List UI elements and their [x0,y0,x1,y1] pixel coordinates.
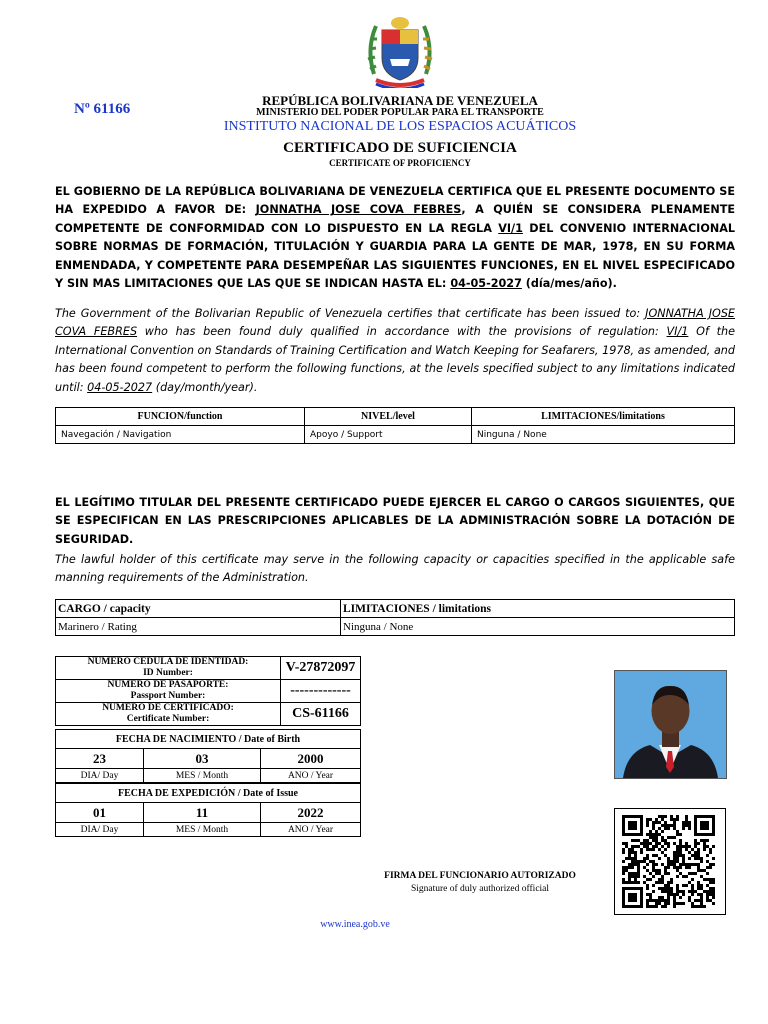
table-row [56,426,735,444]
table-row [56,618,735,636]
website-link[interactable]: www.inea.gob.ve [320,919,390,930]
certificate-title: CERTIFICADO DE SUFICIENCIA [283,140,517,156]
signature-subtitle: Signature of duly authorized official [410,884,550,894]
spanish-statement: EL GOBIERNO DE LA REPÚBLICA BOLIVARIANA DE VENEZUELA CERTIFICA QUE EL PRESENTE DOCUMENTO SE HA EXPEDIDO A FAVOR DE: JONNATHA JOSE COVA FEBRES, A QUIÉN SE CONSIDERA PLENAMENTE COMPETENTE DE CONFORMIDAD CON LO DISPUESTO EN LA REGLA VI/1 DEL CONVENIO INTERNACIONAL SOBRE NORMAS DE FORMACIÓN, TITULACIÓN Y GUARDIA PARA LA GENTE DE MAR, 1978, EN SU FORMA ENMENDADA, Y COMPETENTE PARA DESEMPEÑAR LAS SIGUIENTES FUNCIONES, EN EL NIVEL ESPECIFICADO Y SIN MAS LIMITACIONES QUE LAS QUE SE INDICAN HASTA EL: 04-05-2027 (día/mes/año). [55,185,736,291]
issue-date-title: FECHA DE EXPEDICIÓN / Date of Issue [56,784,361,803]
cell-limitations: Ninguna / None [472,426,735,444]
certificate-number: Nº 61166 [74,101,131,117]
holder-statement: EL LEGÍTIMO TITULAR DEL PRESENTE CERTIFICADO PUEDE EJERCER EL CARGO O CARGOS SIGUIENTES, QUE SE ESPECIFICAN EN LAS PRESCRIPCIONES APLICABLES DE LA ADMINISTRACIÓN SOBRE LA DOTACIÓN DE SEGURIDAD. [55,496,735,546]
birth-month: 03 [144,749,261,769]
regulation: VI/1 [498,221,523,235]
issue-date-table [55,783,361,837]
passport-number-label: NUMERO DE PASAPORTE: Passport Number: [56,680,281,703]
column-header-function: FUNCION/function [56,408,305,426]
cell-level: Apoyo / Support [305,426,472,444]
column-header-level: NIVEL/level [305,408,472,426]
certificate-title-en: CERTIFICATE OF PROFICIENCY [329,158,471,168]
issue-year: 2022 [261,803,361,823]
holder-name: JONNATHA JOSE COVA FEBRES [255,203,462,217]
qr-code-icon [614,808,726,915]
column-header-capacity: CARGO / capacity [56,600,341,618]
column-header-cap-limitations: LIMITACIONES / limitations [341,600,735,618]
birth-year-label: ANO / Year [261,769,361,783]
capacity-table [55,599,735,636]
cell-function: Navegación / Navigation [56,426,305,444]
birth-month-label: MES / Month [144,769,261,783]
birth-date-table [55,729,361,783]
cell-capacity: Marinero / Rating [56,618,341,636]
certificate-number-value: CS-61166 [281,703,361,726]
id-number-label: NUMERO CEDULA DE IDENTIDAD: ID Number: [56,657,281,680]
issue-month: 11 [144,803,261,823]
birth-date-title: FECHA DE NACIMIENTO / Date of Birth [56,730,361,749]
coat-of-arms-icon [364,14,436,88]
birth-day: 23 [56,749,144,769]
birth-year: 2000 [261,749,361,769]
expiry-date: 04-05-2027 [450,277,522,291]
cell-cap-limitations: Ninguna / None [341,618,735,636]
expiry-date-en: 04-05-2027 [87,380,153,394]
passport-number-value: ------------- [281,680,361,703]
english-statement: The Government of the Bolivarian Republic of Venezuela certifies that certificate has been issued to: JONNATHA JOSE COVA FEBRES who has been found duly qualified in accordance with the provisions of regulation: VI/1 Of the International Convention on Standards of Training Certification and Watch Keeping for Seafarers, 1978, as amended, and has been found competent to perform the following functions, at the levels specified subject to any limitations indicated until: 04-05-2027 (day/month/year). [55,307,735,394]
issue-day: 01 [56,803,144,823]
regulation-en: VI/1 [666,325,689,339]
issue-month-label: MES / Month [144,823,261,837]
ministry-title: MINISTERIO DEL PODER POPULAR PARA EL TRANSPORTE [256,107,544,118]
issue-day-label: DIA/ Day [56,823,144,837]
republic-title: REPÚBLICA BOLIVARIANA DE VENEZUELA [262,93,538,108]
issue-year-label: ANO / Year [261,823,361,837]
holder-statement-en: The lawful holder of this certificate may serve in the following capacity or capacities specified in the applicable safe manning requirements of the Administration. [55,553,735,585]
signature-title: FIRMA DEL FUNCIONARIO AUTORIZADO [384,871,576,881]
id-info-table [55,656,361,726]
birth-day-label: DIA/ Day [56,769,144,783]
id-number-value: V-27872097 [281,657,361,680]
functions-table [55,407,735,444]
column-header-limitations: LIMITACIONES/limitations [472,408,735,426]
institute-title: INSTITUTO NACIONAL DE LOS ESPACIOS ACUÁTICOS [223,119,577,134]
holder-name-en: JONNATHA JOSE COVA FEBRES [55,307,735,339]
certificate-number-label: NUMERO DE CERTIFICADO: Certificate Number: [56,703,281,726]
holder-photo [614,670,727,779]
